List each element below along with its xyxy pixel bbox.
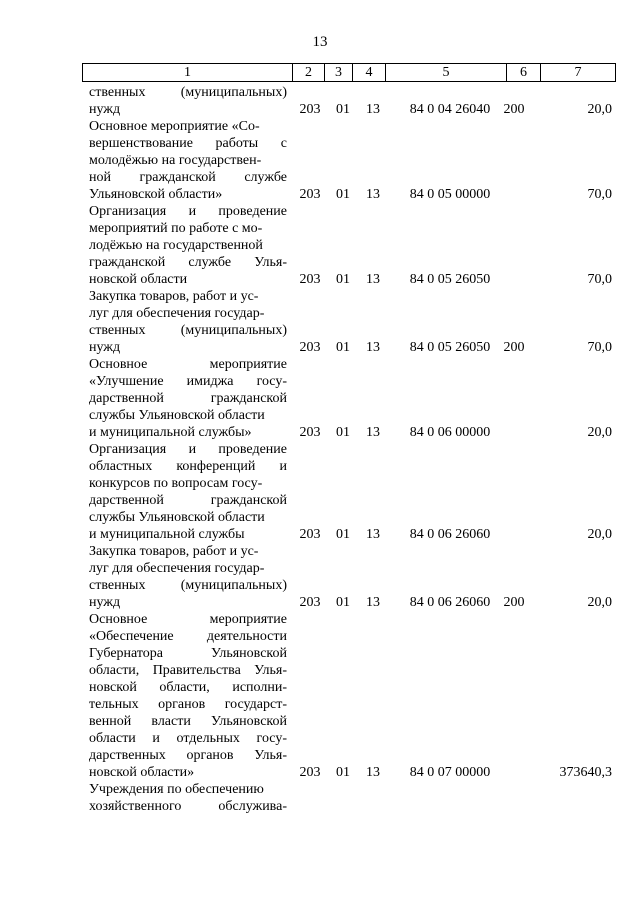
row-3-sum: 70,0 xyxy=(587,272,612,287)
desc-line: ственных (муниципальных) xyxy=(89,578,287,593)
row-4-code: 203 xyxy=(299,340,321,355)
row-8-sum: 373640,3 xyxy=(559,765,612,780)
desc-line: венной власти Ульяновской xyxy=(89,714,287,729)
desc-line: ственных (муниципальных) xyxy=(89,323,287,338)
desc-line: ственных (муниципальных) xyxy=(89,85,287,100)
row-3-target-article: 84 0 05 26050 xyxy=(409,272,491,287)
desc-line: Организация и проведение xyxy=(89,442,287,457)
desc-line: Губернатора Ульяновской xyxy=(89,646,287,661)
desc-line: Основное мероприятие xyxy=(89,357,287,372)
header-col-1: 1 xyxy=(184,65,191,80)
row-6-target-article: 84 0 06 26060 xyxy=(409,527,491,542)
desc-line: службы Ульяновской области xyxy=(89,408,265,423)
desc-line: Закупка товаров, работ и ус- xyxy=(89,544,259,559)
desc-line: гражданской службе Улья- xyxy=(89,255,287,270)
desc-line: «Улучшение имиджа госу- xyxy=(89,374,287,389)
desc-line: дарственной гражданской xyxy=(89,493,287,508)
row-2-section: 01 xyxy=(336,187,350,202)
header-col-6: 6 xyxy=(506,64,540,81)
row-1-subsection: 13 xyxy=(366,102,380,117)
desc-line: лодёжью на государственной xyxy=(89,238,263,253)
row-1-expense-type: 200 xyxy=(503,102,525,117)
row-5-subsection: 13 xyxy=(366,425,380,440)
desc-line: и муниципальной службы xyxy=(89,527,245,542)
desc-line: луг для обеспечения государ- xyxy=(89,561,265,576)
desc-line: вершенствование работы с xyxy=(89,136,287,151)
desc-line: Закупка товаров, работ и ус- xyxy=(89,289,259,304)
row-4-expense-type: 200 xyxy=(503,340,525,355)
desc-line: областных конференций и xyxy=(89,459,287,474)
row-1-target-article: 84 0 04 26040 xyxy=(409,102,491,117)
desc-line: луг для обеспечения государ- xyxy=(89,306,265,321)
row-5-code: 203 xyxy=(299,425,321,440)
description-column xyxy=(89,84,287,815)
row-4-subsection: 13 xyxy=(366,340,380,355)
desc-line: мероприятий по работе с мо- xyxy=(89,221,263,236)
desc-line: Основное мероприятие «Со- xyxy=(89,119,260,134)
row-4-section: 01 xyxy=(336,340,350,355)
desc-line: Учреждения по обеспечению xyxy=(89,782,264,797)
row-4-target-article: 84 0 05 26050 xyxy=(409,340,491,355)
row-1-sum: 20,0 xyxy=(587,102,612,117)
row-2-target-article: 84 0 05 00000 xyxy=(409,187,491,202)
desc-line: тельных органов государст- xyxy=(89,697,287,712)
header-col-4: 4 xyxy=(352,64,385,81)
row-7-section: 01 xyxy=(336,595,350,610)
row-4-sum: 70,0 xyxy=(587,340,612,355)
desc-line: нужд xyxy=(89,340,121,355)
row-1-section: 01 xyxy=(336,102,350,117)
desc-line: хозяйственного обслужива- xyxy=(89,799,287,814)
desc-line: нужд xyxy=(89,102,121,117)
desc-line: нужд xyxy=(89,595,121,610)
desc-line: Ульяновской области» xyxy=(89,187,223,202)
desc-line: ной гражданской службе xyxy=(89,170,287,185)
desc-line: Основное мероприятие xyxy=(89,612,287,627)
desc-line: Организация и проведение xyxy=(89,204,287,219)
header-col-3: 3 xyxy=(324,64,352,81)
row-3-code: 203 xyxy=(299,272,321,287)
desc-line: молодёжью на государствен- xyxy=(89,153,262,168)
row-8-section: 01 xyxy=(336,765,350,780)
row-3-section: 01 xyxy=(336,272,350,287)
desc-line: дарственной гражданской xyxy=(89,391,287,406)
row-5-sum: 20,0 xyxy=(587,425,612,440)
desc-line: новской области, исполни- xyxy=(89,680,287,695)
row-7-expense-type: 200 xyxy=(503,595,525,610)
row-6-section: 01 xyxy=(336,527,350,542)
row-7-target-article: 84 0 06 26060 xyxy=(409,595,491,610)
table-header xyxy=(82,63,616,82)
desc-line: «Обеспечение деятельности xyxy=(89,629,287,644)
desc-line: области и отдельных госу- xyxy=(89,731,287,746)
desc-line: службы Ульяновской области xyxy=(89,510,265,525)
row-1-code: 203 xyxy=(299,102,321,117)
row-2-subsection: 13 xyxy=(366,187,380,202)
desc-line: дарственных органов Улья- xyxy=(89,748,287,763)
row-5-section: 01 xyxy=(336,425,350,440)
row-8-subsection: 13 xyxy=(366,765,380,780)
row-6-subsection: 13 xyxy=(366,527,380,542)
row-6-code: 203 xyxy=(299,527,321,542)
row-7-code: 203 xyxy=(299,595,321,610)
row-2-code: 203 xyxy=(299,187,321,202)
row-7-subsection: 13 xyxy=(366,595,380,610)
row-5-target-article: 84 0 06 00000 xyxy=(409,425,491,440)
desc-line: области, Правительства Улья- xyxy=(89,663,287,678)
desc-line: новской области xyxy=(89,272,188,287)
desc-line: конкурсов по вопросам госу- xyxy=(89,476,263,491)
desc-line: новской области» xyxy=(89,765,195,780)
header-col-5: 5 xyxy=(385,64,506,81)
header-col-2: 2 xyxy=(292,64,324,81)
row-8-target-article: 84 0 07 00000 xyxy=(409,765,491,780)
header-col-7: 7 xyxy=(540,64,615,81)
row-7-sum: 20,0 xyxy=(587,595,612,610)
row-2-sum: 70,0 xyxy=(587,187,612,202)
row-6-sum: 20,0 xyxy=(587,527,612,542)
row-3-subsection: 13 xyxy=(366,272,380,287)
desc-line: и муниципальной службы» xyxy=(89,425,252,440)
page-number: 13 xyxy=(312,34,328,50)
row-8-code: 203 xyxy=(299,765,321,780)
